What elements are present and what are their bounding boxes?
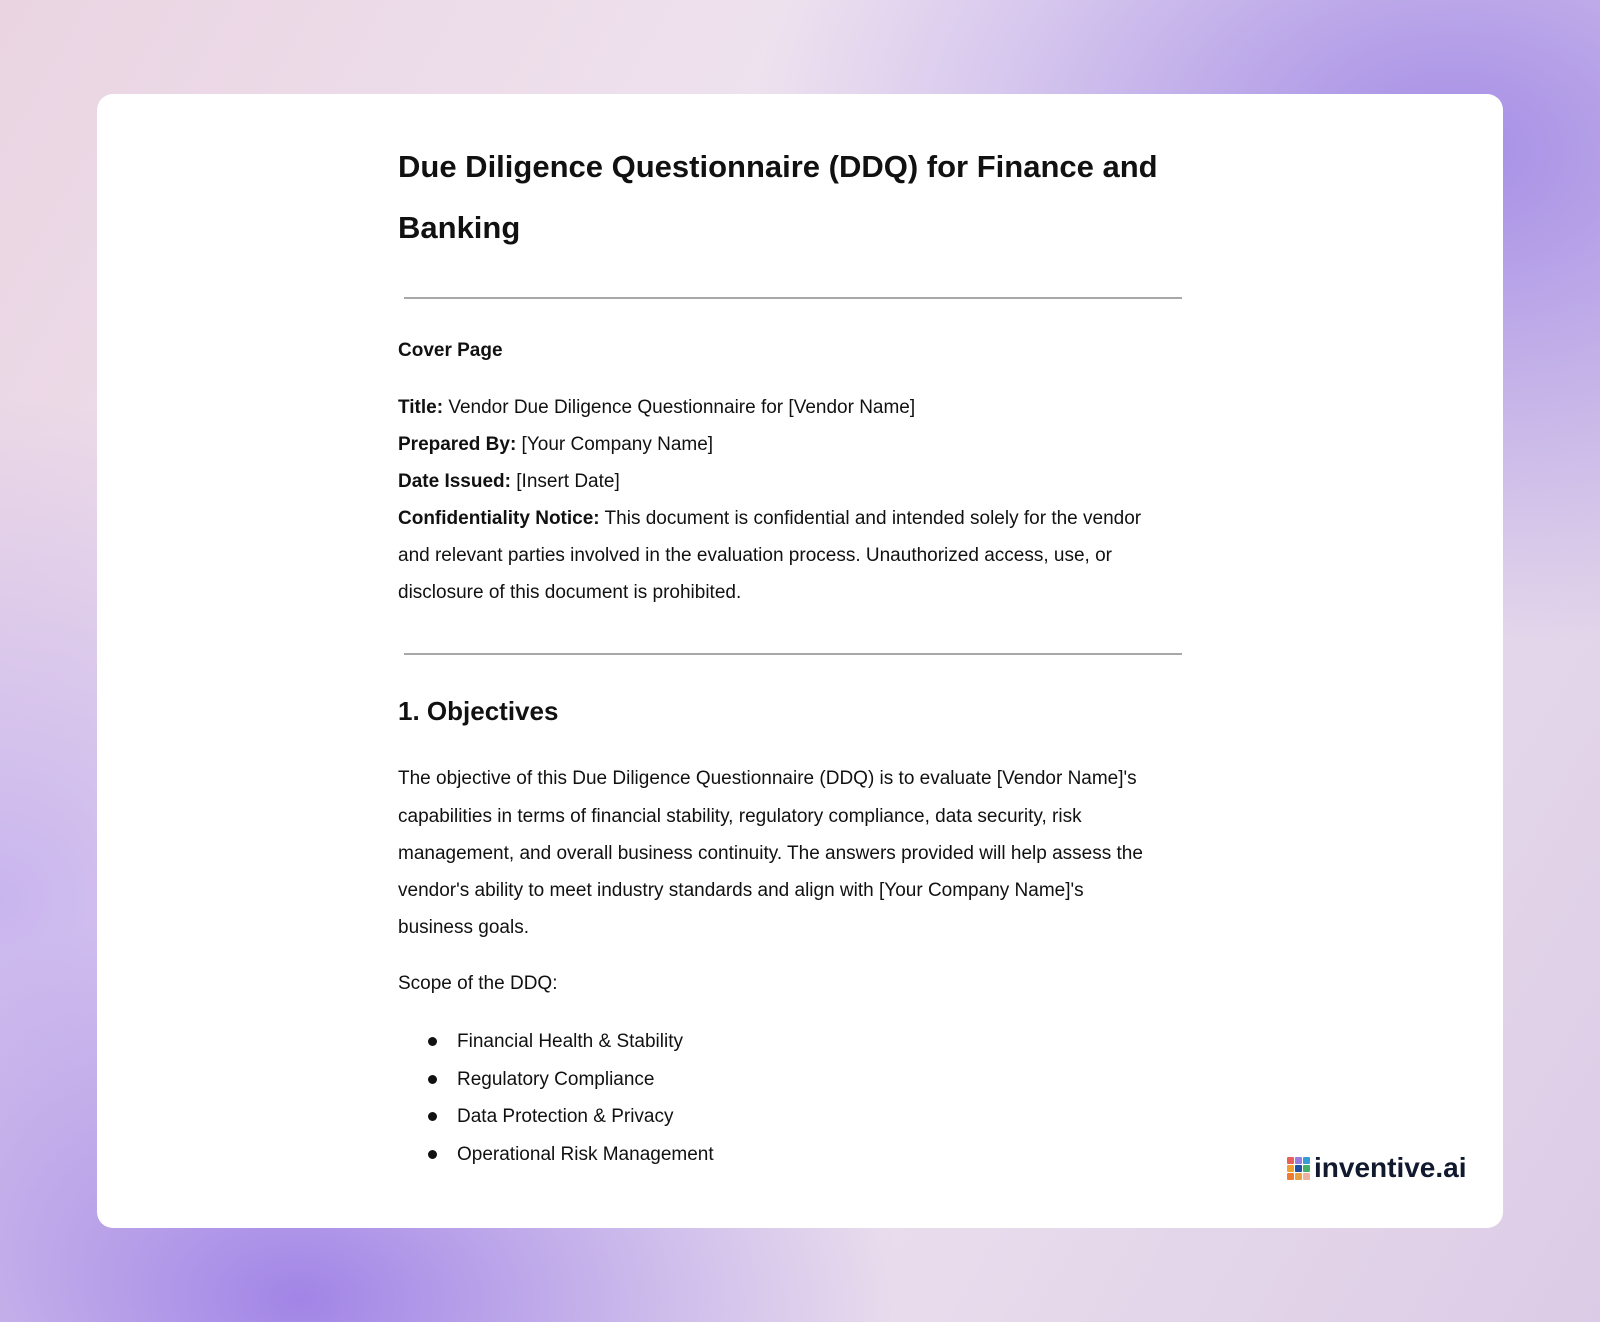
field-date-issued <box>398 463 620 500</box>
cover-heading: Cover Page <box>398 340 503 361</box>
paragraph-line: management, and overall business continuity. The answers provided will help assess the <box>398 843 1143 864</box>
field-label: Prepared By: <box>398 434 517 455</box>
notice-label: Confidentiality Notice: <box>398 508 600 529</box>
list-item-text: Operational Risk Management <box>457 1144 714 1165</box>
brand-logo <box>1287 1152 1467 1184</box>
bullet-icon <box>428 1037 437 1046</box>
list-item <box>428 1061 655 1098</box>
bullet-icon <box>428 1112 437 1121</box>
list-item <box>428 1136 714 1173</box>
paragraph-line: The objective of this Due Diligence Questionnaire (DDQ) is to evaluate [Vendor Name]'s <box>398 768 1137 789</box>
divider <box>404 653 1182 655</box>
notice-text: This document is confidential and intended solely for the vendor <box>599 508 1142 529</box>
field-value: Vendor Due Diligence Questionnaire for [Vendor Name] <box>443 397 916 418</box>
notice-text: disclosure of this document is prohibited. <box>398 582 742 603</box>
field-value: [Your Company Name] <box>516 434 714 455</box>
logo-mark-icon <box>1287 1157 1310 1180</box>
field-label: Title: <box>398 397 444 418</box>
field-label: Date Issued: <box>398 471 511 492</box>
document-title: Due Diligence Questionnaire (DDQ) for Finance and Banking <box>398 149 1158 245</box>
section-heading-objectives: 1. Objectives <box>398 696 559 726</box>
document-card <box>97 94 1503 1228</box>
field-value: [Insert Date] <box>510 471 620 492</box>
divider <box>404 297 1182 299</box>
paragraph-line: vendor's ability to meet industry standards and align with [Your Company Name]'s <box>398 880 1084 901</box>
paragraph-line: capabilities in terms of financial stability, regulatory compliance, data security, risk <box>398 806 1082 827</box>
field-title <box>398 389 915 426</box>
bullet-icon <box>428 1150 437 1159</box>
list-item <box>428 1098 673 1135</box>
field-prepared-by <box>398 426 713 463</box>
confidentiality-notice <box>398 500 1141 537</box>
list-item-text: Data Protection & Privacy <box>457 1106 674 1127</box>
bullet-icon <box>428 1075 437 1084</box>
paragraph-line: business goals. <box>398 917 529 938</box>
list-item <box>428 1023 683 1060</box>
notice-text: and relevant parties involved in the evaluation process. Unauthorized access, use, or <box>398 545 1112 566</box>
brand-name: inventive.ai <box>1314 1152 1467 1183</box>
scope-label: Scope of the DDQ: <box>398 973 558 994</box>
list-item-text: Financial Health & Stability <box>457 1031 683 1052</box>
list-item-text: Regulatory Compliance <box>457 1069 655 1090</box>
